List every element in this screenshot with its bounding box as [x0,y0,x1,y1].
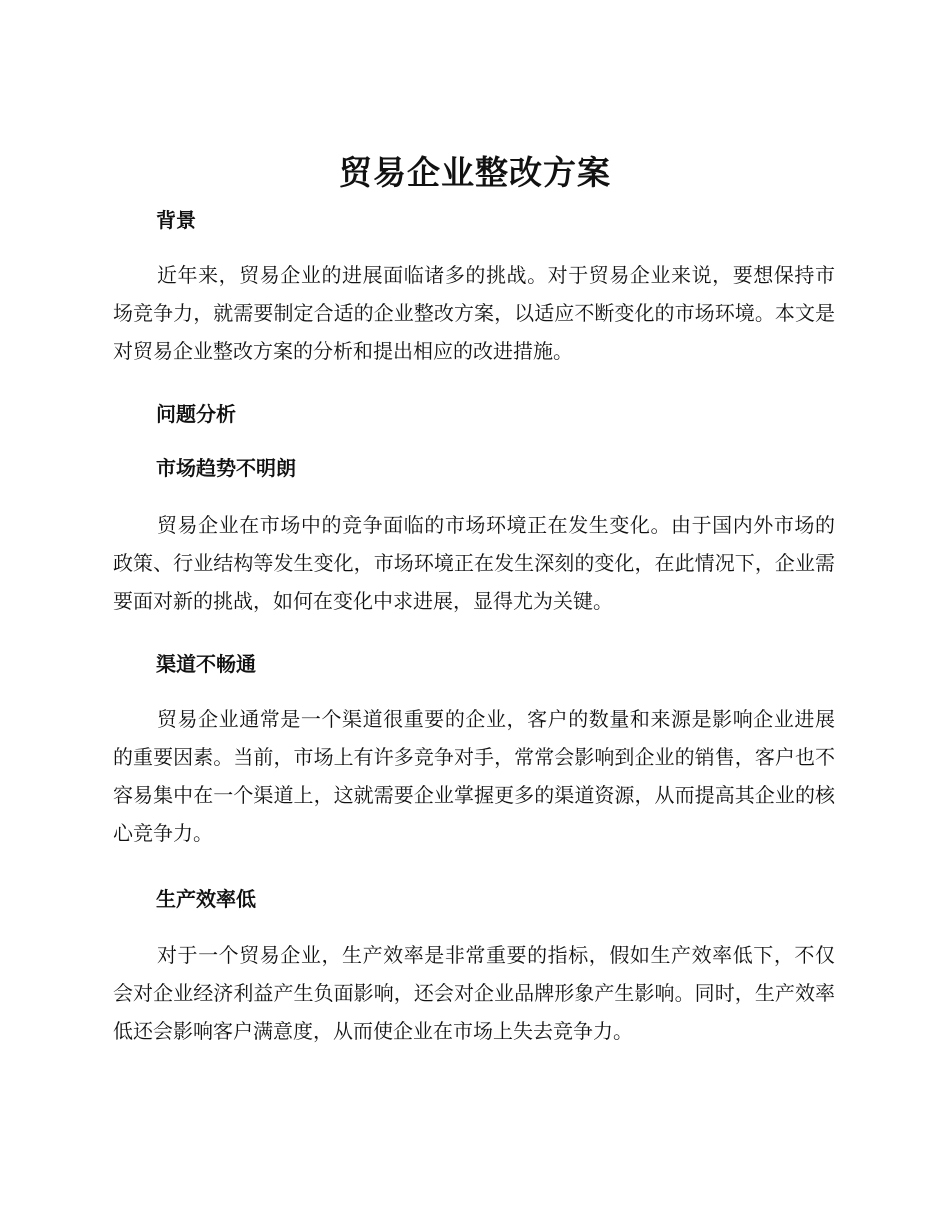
section-heading-production-efficiency: 生产效率低 [156,887,256,911]
section-paragraph-production-efficiency: 对于一个贸易企业，生产效率是非常重要的指标，假如生产效率低下，不仅会对企业经济利益产生负面影响，还会对企业品牌形象产生影响。同时，生产效率低还会影响客户满意度，从而使企业在市场上失去竞争力。 [113,943,835,1043]
section-paragraph-background: 近年来，贸易企业的进展面临诸多的挑战。对于贸易企业来说，要想保持市场竞争力，就需要制定合适的企业整改方案，以适应不断变化的市场环境。本文是对贸易企业整改方案的分析和提出相应的改进措施。 [113,263,835,363]
section-paragraph-channel: 贸易企业通常是一个渠道很重要的企业，客户的数量和来源是影响企业进展的重要因素。当前，市场上有许多竞争对手，常常会影响到企业的销售，客户也不容易集中在一个渠道上，这就需要企业掌握更多的渠道资源，从而提高其企业的核心竞争力。 [113,707,835,845]
section-heading-channel: 渠道不畅通 [156,652,256,676]
section-heading-problem-analysis: 问题分析 [156,402,236,426]
document-title: 贸易企业整改方案 [339,153,611,192]
section-heading-background: 背景 [156,208,196,232]
section-heading-market-trend: 市场趋势不明朗 [156,456,296,480]
section-paragraph-market-trend: 贸易企业在市场中的竞争面临的市场环境正在发生变化。由于国内外市场的政策、行业结构等发生变化，市场环境正在发生深刻的变化，在此情况下，企业需要面对新的挑战，如何在变化中求进展，显得尤为关键。 [113,513,835,613]
